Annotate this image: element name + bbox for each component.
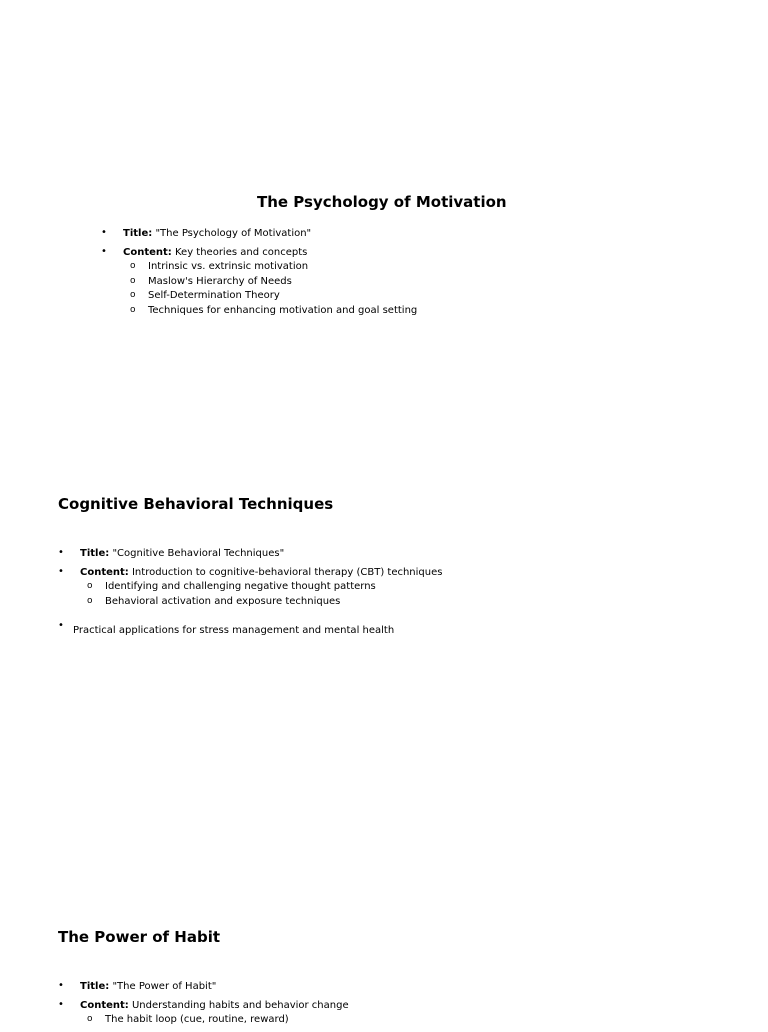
section-heading: The Power of Habit <box>58 928 221 946</box>
bullet-title <box>101 227 417 242</box>
content-label: Content: <box>80 566 129 578</box>
content-value: Key theories and concepts <box>174 246 308 258</box>
sub-item: o Intrinsic vs. extrinsic motivation <box>123 260 417 275</box>
bullet-content <box>58 999 349 1028</box>
sub-item: o Self-Determination Theory <box>123 289 417 304</box>
title-label: Title: <box>80 548 110 559</box>
sub-item: o The habit loop (cue, routine, reward) <box>80 1013 349 1028</box>
content-value: Understanding habits and behavior change <box>131 999 349 1011</box>
bullet-title <box>58 980 349 995</box>
title-value: "The Power of Habit" <box>112 981 217 992</box>
extra-bullet-text: Practical applications for stress management and mental health <box>73 625 395 636</box>
bullet-content <box>101 246 417 319</box>
sub-item: o Maslow's Hierarchy of Needs <box>123 275 417 290</box>
section-bullet-list <box>101 227 417 322</box>
bullet-content <box>58 566 442 610</box>
sub-item: o Behavioral activation and exposure techniques <box>80 595 442 610</box>
section-heading: The Psychology of Motivation <box>257 193 507 211</box>
section-heading: Cognitive Behavioral Techniques <box>58 495 334 513</box>
section-bullet-list <box>58 547 442 613</box>
bullet-title <box>58 547 442 562</box>
sub-list <box>80 580 442 609</box>
sub-list <box>80 1013 349 1028</box>
bullet-marker: • <box>58 620 64 631</box>
title-label: Title: <box>80 981 110 992</box>
sub-item: o Techniques for enhancing motivation and goal setting <box>123 304 417 319</box>
content-value: Introduction to cognitive-behavioral therapy (CBT) techniques <box>131 566 443 578</box>
sub-list <box>123 260 417 318</box>
title-value: "The Psychology of Motivation" <box>155 228 312 239</box>
content-label: Content: <box>123 246 172 258</box>
title-value: "Cognitive Behavioral Techniques" <box>112 548 285 559</box>
title-label: Title: <box>123 228 153 239</box>
sub-item: o Identifying and challenging negative thought patterns <box>80 580 442 595</box>
content-label: Content: <box>80 999 129 1011</box>
